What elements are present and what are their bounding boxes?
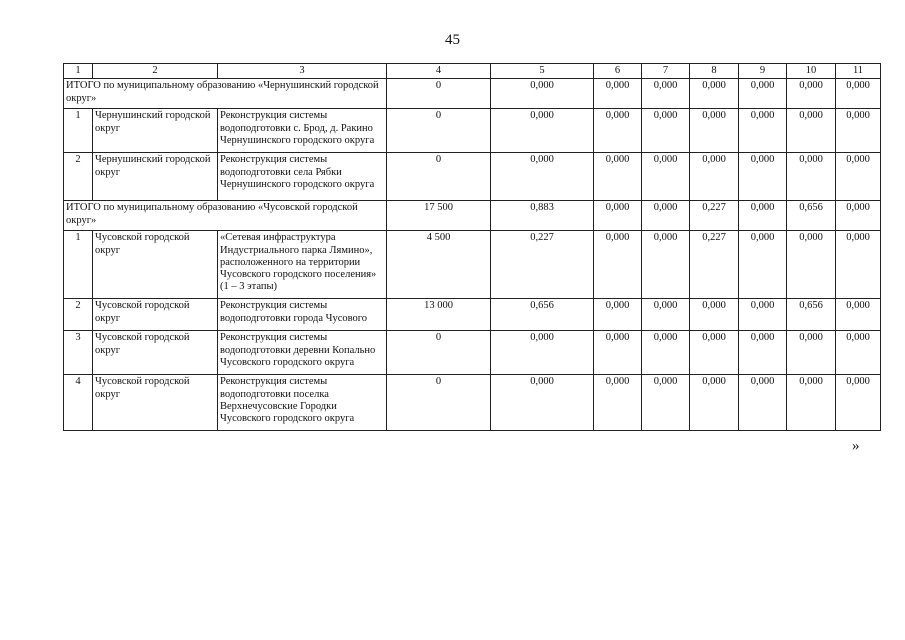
value-cell: 0,000 [836,375,881,431]
value-cell: 0,000 [787,331,836,375]
value-cell: 0,000 [836,79,881,109]
object-cell: Реконструкция системы водоподготовки деревни Копально Чусовского городского округа [218,331,387,375]
value-cell: 0,000 [491,79,594,109]
column-header: 8 [690,64,739,79]
value-cell: 0,000 [739,331,787,375]
column-header: 9 [739,64,787,79]
district-cell: Чусовской городской округ [93,299,218,331]
page-number: 45 [445,32,460,48]
value-cell: 0,227 [491,231,594,299]
object-cell: «Сетевая инфраструктура Индустриального парка Лямино», расположенного на территории Чусовского городского поселения» (1 – 3 этапы) [218,231,387,299]
value-cell: 0,000 [690,79,739,109]
value-cell: 0,000 [594,331,642,375]
total-row [64,79,881,109]
table-row [64,299,881,331]
value-cell: 0,000 [787,109,836,153]
value-cell: 0,656 [491,299,594,331]
value-cell: 0,000 [594,231,642,299]
value-cell: 0,000 [739,231,787,299]
table-row [64,109,881,153]
value-cell: 0,656 [787,201,836,231]
value-cell: 0 [387,79,491,109]
value-cell: 0,227 [690,201,739,231]
value-cell: 4 500 [387,231,491,299]
value-cell: 0,000 [739,201,787,231]
value-cell: 0,000 [836,231,881,299]
column-header: 2 [93,64,218,79]
value-cell: 0,000 [594,201,642,231]
value-cell: 0,000 [491,331,594,375]
header-row [64,64,881,79]
column-header: 10 [787,64,836,79]
table-row [64,331,881,375]
value-cell: 0,000 [739,299,787,331]
district-cell: Чернушинский городской округ [93,153,218,201]
value-cell: 0,227 [690,231,739,299]
value-cell: 0,000 [491,375,594,431]
value-cell: 0,000 [594,153,642,201]
value-cell: 0,000 [739,79,787,109]
total-row [64,201,881,231]
value-cell: 0,000 [491,109,594,153]
row-number: 2 [64,153,93,201]
district-cell: Чусовской городской округ [93,331,218,375]
value-cell: 0,000 [739,153,787,201]
closing-quote-mark: » [852,438,860,454]
district-cell: Чернушинский городской округ [93,109,218,153]
total-label: ИТОГО по муниципальному образованию «Чусовской городской округ» [64,201,387,231]
value-cell: 0,000 [836,201,881,231]
column-header: 7 [642,64,690,79]
object-cell: Реконструкция системы водоподготовки города Чусового [218,299,387,331]
value-cell: 0,656 [787,299,836,331]
object-cell: Реконструкция системы водоподготовки с. Брод, д. Ракино Чернушинского городского округа [218,109,387,153]
value-cell: 0,000 [690,299,739,331]
value-cell: 0,000 [594,375,642,431]
value-cell: 13 000 [387,299,491,331]
value-cell: 0 [387,375,491,431]
row-number: 2 [64,299,93,331]
column-header: 5 [491,64,594,79]
row-number: 4 [64,375,93,431]
value-cell: 0,000 [836,299,881,331]
value-cell: 0,000 [690,331,739,375]
value-cell: 17 500 [387,201,491,231]
column-header: 1 [64,64,93,79]
value-cell: 0,000 [642,153,690,201]
value-cell: 0,883 [491,201,594,231]
value-cell: 0,000 [594,109,642,153]
value-cell: 0,000 [594,79,642,109]
value-cell: 0,000 [787,375,836,431]
value-cell: 0,000 [787,231,836,299]
value-cell: 0 [387,109,491,153]
value-cell: 0,000 [836,109,881,153]
value-cell: 0,000 [642,79,690,109]
district-cell: Чусовской городской округ [93,375,218,431]
value-cell: 0,000 [642,375,690,431]
value-cell: 0,000 [690,109,739,153]
table-row [64,153,881,201]
value-cell: 0 [387,153,491,201]
table-row [64,375,881,431]
value-cell: 0,000 [739,375,787,431]
value-cell: 0,000 [739,109,787,153]
value-cell: 0,000 [594,299,642,331]
value-cell: 0,000 [787,79,836,109]
value-cell: 0,000 [836,331,881,375]
value-cell: 0,000 [836,153,881,201]
value-cell: 0,000 [642,231,690,299]
column-header: 4 [387,64,491,79]
table-row [64,231,881,299]
data-table [63,63,881,431]
object-cell: Реконструкция системы водоподготовки поселка Верхнечусовские Городки Чусовского городского округа [218,375,387,431]
row-number: 1 [64,109,93,153]
value-cell: 0,000 [787,153,836,201]
value-cell: 0,000 [491,153,594,201]
district-cell: Чусовской городской округ [93,231,218,299]
value-cell: 0,000 [690,375,739,431]
column-header: 6 [594,64,642,79]
row-number: 1 [64,231,93,299]
column-header: 11 [836,64,881,79]
value-cell: 0,000 [642,201,690,231]
value-cell: 0,000 [642,109,690,153]
row-number: 3 [64,331,93,375]
value-cell: 0,000 [642,299,690,331]
value-cell: 0,000 [642,331,690,375]
column-header: 3 [218,64,387,79]
total-label: ИТОГО по муниципальному образованию «Чернушинский городской округ» [64,79,387,109]
value-cell: 0 [387,331,491,375]
object-cell: Реконструкция системы водоподготовки села Рябки Чернушинского городского округа [218,153,387,201]
value-cell: 0,000 [690,153,739,201]
